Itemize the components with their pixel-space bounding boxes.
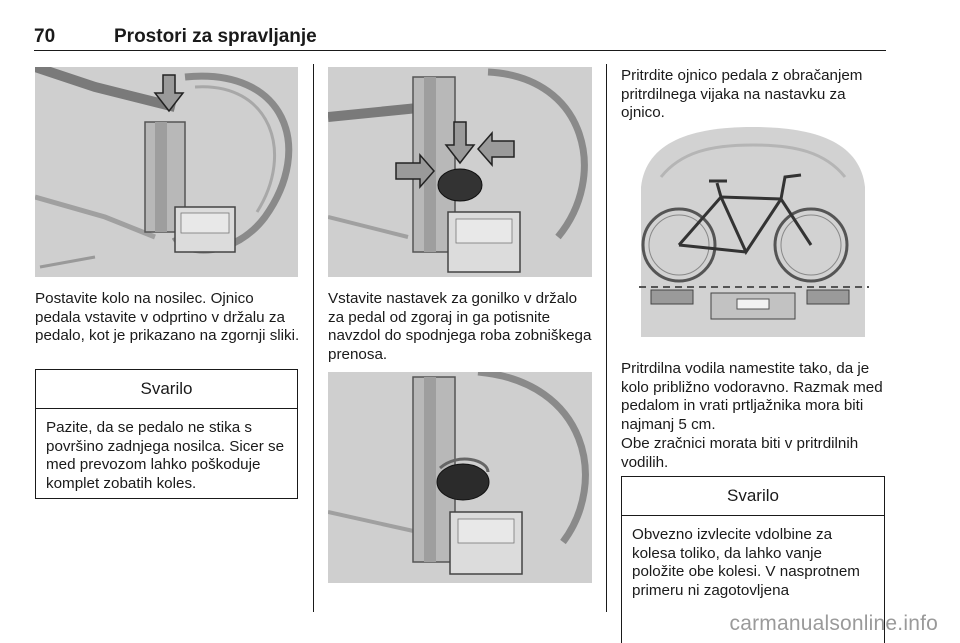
crank-screw-illustration: [328, 372, 592, 583]
pedal-holder-drawing: [35, 67, 298, 277]
caution-text: Pazite, da se pedalo ne stika s površino zadnjega nosilca. Sicer se med prevozom lahko poškoduje komplet zobatih koles.: [46, 419, 285, 492]
crank-adapter-illustration: [328, 67, 592, 277]
instruction-paragraph: Postavite kolo na nosilec. Ojnico pedala vstavite v odprtino v držalu za pedalo, kot je prikazano na zgornji sliki.: [35, 290, 300, 345]
caution-title: Svarilo: [622, 477, 884, 516]
page-header: [34, 26, 886, 52]
header-rule: [34, 50, 886, 51]
instruction-paragraph: Pritrdilna vodila namestite tako, da je kolo približno vodoravno. Razmak med pedalom in vrati prtljažnika mora biti najmanj 5 cm.: [621, 360, 883, 433]
instruction-paragraph: Obe zračnici morata biti v pritrdilnih vodilih.: [621, 435, 859, 471]
caution-text: Obvezno izvlecite vdolbine za kolesa toliko, da lahko vanje položite obe kolesi. V nasprotnem primeru ni zagotovljena: [632, 526, 860, 599]
column-divider-right: [606, 64, 607, 612]
bike-on-carrier-drawing: [621, 127, 885, 339]
chapter-title: Prostori za spravljanje: [114, 26, 317, 47]
caution-title: Svarilo: [36, 370, 297, 409]
crank-screw-drawing: [328, 372, 592, 583]
column-divider-left: [313, 64, 314, 612]
pedal-holder-illustration: [35, 67, 298, 277]
bike-on-carrier-illustration: [621, 127, 885, 339]
instruction-paragraph: Vstavite nastavek za gonilko v držalo za pedal od zgoraj in ga potisnite navzdol do spodnjega roba zobniškega prenosa.: [328, 290, 592, 363]
page-number: 70: [34, 26, 56, 47]
caution-box: [35, 369, 298, 499]
crank-adapter-drawing: [328, 67, 592, 277]
watermark: carmanualsonline.info: [729, 612, 938, 635]
instruction-paragraph: Pritrdite ojnico pedala z obračanjem pritrdilnega vijaka na nastavku za ojnico.: [621, 67, 863, 122]
